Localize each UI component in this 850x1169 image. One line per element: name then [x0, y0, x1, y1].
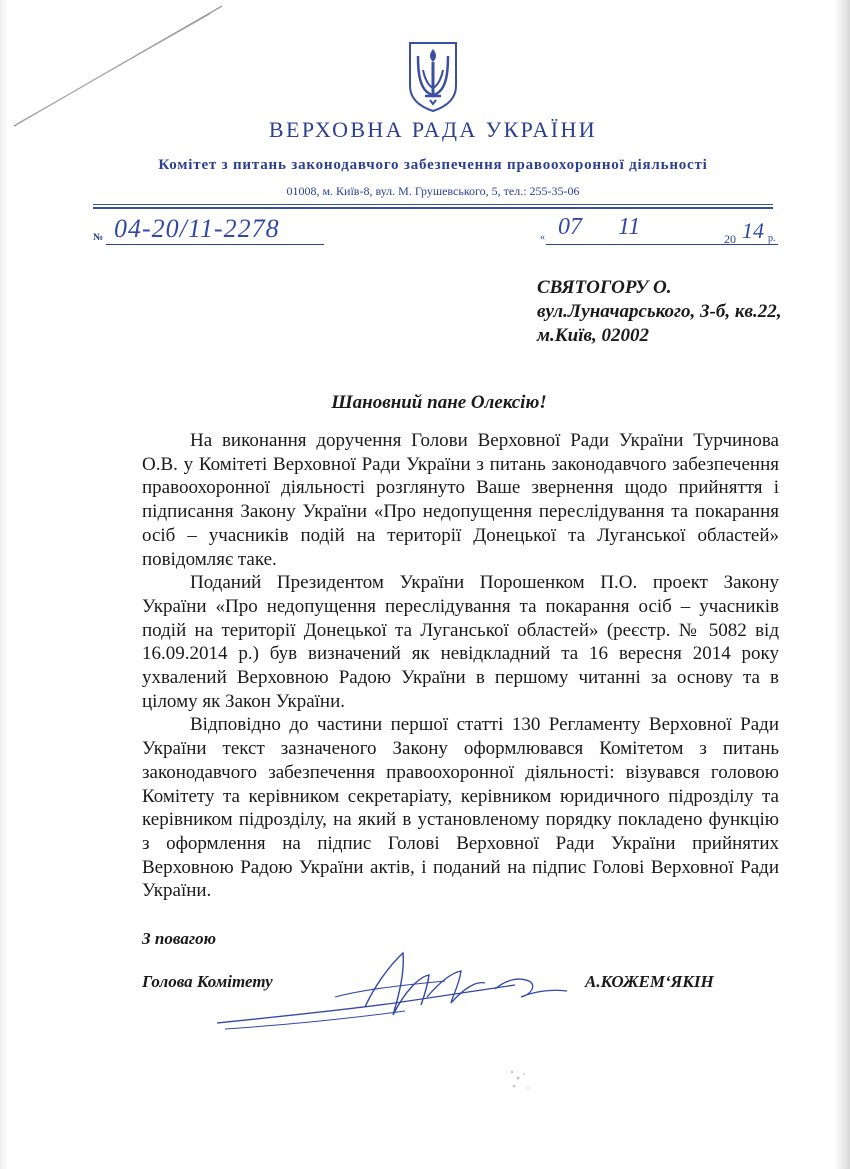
date-open-quote: «: [540, 232, 545, 243]
closing-phrase: З повагою: [142, 929, 217, 948]
registration-number-value: 04-20/11-2278: [114, 214, 280, 243]
signatory-title: Голова Комітету: [142, 972, 273, 991]
letterhead-rule-thin: [93, 204, 773, 205]
date-suffix: р.: [768, 233, 776, 244]
parliament-name: ВЕРХОВНА РАДА УКРАЇНИ: [268, 117, 598, 142]
handwritten-signature: [215, 945, 575, 1035]
signatory-name: А.КОЖЕМ‘ЯКІН: [585, 972, 714, 991]
trident-coat-of-arms-icon: [407, 40, 459, 112]
date-month: 11: [618, 214, 641, 240]
committee-name: Комітет з питань законодавчого забезпечення правоохоронної діяльності: [158, 157, 708, 173]
body-paragraph: Відповідно до частини першої статті 130 Регламенту Верховної Ради України текст зазначеного Закону оформлювався Комітетом з питань законодавчого забезпечення правоохоронної діяльності: візувався головою Комітету та керівником секретаріату, керівником юридичного підрозділу та керівником підрозділу, на який в установленому порядку покладено функцію з оформлення на підпис Голові Верховної Ради України прийнятих Верховною Радою України актів, і поданий на підпис Голові Верховної Ради України.: [142, 714, 779, 902]
letterhead-rule-thick: [93, 207, 773, 209]
scan-right-edge: [834, 0, 850, 1169]
committee-address: 01008, м. Київ-8, вул. М. Грушевського, 5, тел.: 255-35-06: [286, 184, 580, 198]
recipient-block: [537, 276, 781, 348]
body-paragraph: Поданий Президентом України Порошенком П.О. проект Закону України «Про недопущення переслідування та покарання осіб – учасників подій на території Донецької та Луганської областей» (реєстр. № 5082 від 16.09.2014 р.) був визначений як невідкладний та 16 вересня 2014 року ухвалений Верховною Радою України в першому читанні за основу та в цілому як Закон України.: [142, 572, 779, 712]
date-line: [546, 244, 778, 245]
salutation: Шановний пане Олексію!: [331, 392, 547, 413]
recipient-name: СВЯТОГОРУ О.: [537, 277, 672, 298]
scan-smudge-mark: [504, 1064, 544, 1104]
date-year-prefix: 20: [724, 232, 736, 246]
letter-body: [142, 429, 779, 903]
scan-left-edge: [0, 0, 8, 1169]
registration-number-line: [106, 244, 324, 245]
body-paragraph: На виконання доручення Голови Верховної Ради України Турчинова О.В. у Комітеті Верховної Ради України з питань законодавчого забезпечення правоохоронної діяльності розглянуто Ваше звернення щодо прийняття і підписання Закону України «Про недопущення переслідування та покарання осіб – учасників подій на території Донецької та Луганської областей» повідомляє таке.: [142, 430, 779, 570]
recipient-street: вул.Луначарського, 3-б, кв.22,: [537, 301, 782, 322]
recipient-city: м.Київ, 02002: [537, 325, 649, 346]
date-day: 07: [558, 214, 582, 240]
registration-number-label: №: [93, 232, 104, 243]
date-year-handwritten: 14: [742, 218, 764, 243]
